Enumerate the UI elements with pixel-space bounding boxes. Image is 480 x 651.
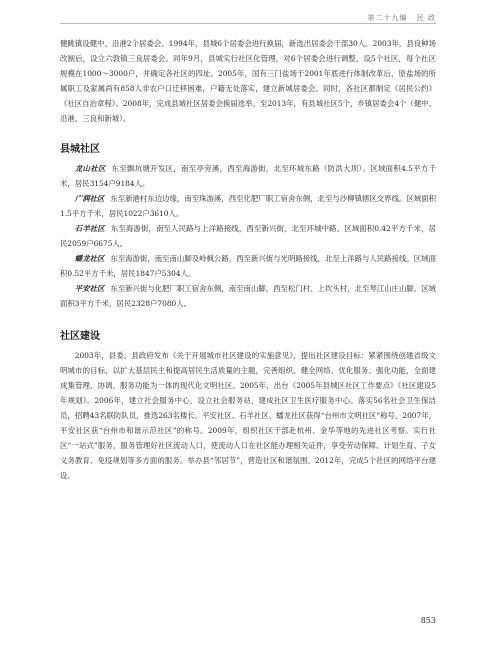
community-name: 广润社区 [74, 194, 105, 203]
page-number: 853 [420, 616, 436, 625]
intro-paragraph: 健跳镇设健中、沿港2个居委会。1994年，县城6个居委会进行换届，新选出居委会干部30人。2003年，县良种场改制后，设立六敦镇三良居委会。同年9月，县城实行社区化管理，对6个居委会进行调整，设5个社区，每个社区规模在1000～3000户，并确定各社区的四址。2005年，国有三门盐场于2001年底进行体制改革后，原盐场的所属职工及家属尚有858人非农户口迁移困难，户籍无处落实，建立新城居委会。同时，各社区都制定《居民公约》《社区自治章程》。2008年，完成县城社区居委会换届选举。至2013年，有县城社区5个，乡镇居委会4个（健中、沿港、三良和新城）。 [60, 39, 436, 123]
community-entry [60, 221, 436, 251]
community-entry [60, 281, 436, 311]
community-description: 东至飘坑塘开发区，南至亭旁溪，西至海游街，北至环城东路（防洪大坝）。区域面积4.5平方千米，居民3154户9184人。 [60, 164, 436, 188]
header-rule [60, 23, 436, 24]
community-description: 东至新兴街与化肥厂职工宿舍东侧，南至南山脚，西至松门村、上坎头村，北至琴江山庄山脚。区域面积3平方千米，居民2328户7080人。 [60, 284, 436, 308]
community-entry [60, 251, 436, 281]
community-description: 东至海游街，南至人民路与上洋路接线，西至新兴街，北至环城中路。区域面积0.42平方千米，居民2059户6675人。 [60, 224, 436, 248]
running-head-section: 民 政 [416, 14, 436, 22]
community-name: 蟠龙社区 [74, 254, 105, 263]
running-head [362, 13, 436, 23]
community-description: 东至新港村东边边缘，南至珠游溪，西至化肥厂职工宿舍东侧，北至与沙柳镇辖区交界线。区域面积1.5平方千米，居民1022户3610人。 [60, 194, 436, 218]
document-page [60, 0, 436, 651]
community-description: 东至海游街，南至南山脚及岭枫公路，西至新兴街与光明路接线，北至上洋路与人民路接线。区域面积0.52平方千米，居民1847户5304人。 [60, 254, 436, 278]
community-name: 龙山社区 [74, 164, 106, 173]
community-entry [60, 191, 436, 221]
running-head-chapter: 第二十九编 [367, 14, 408, 22]
community-entry [60, 161, 436, 191]
section-heading-community-building: 社区建设 [60, 331, 100, 342]
section-heading-county: 县城社区 [60, 144, 100, 155]
community-building-paragraph: 2003年，县委、县政府发布《关于开展城市社区建设的实施意见》，提出社区建设目标：紧紧围绕创建省级文明城市的目标，以扩大基层民主和提高居民生活质量的主题，完善组织、健全网络、优化服务、强化功能，全面建成集管理、协调、服务功能为一体的现代化文明社区。2005年，出台《2005年县城区社区工作要点》《社区建设5年规划》。2006年，建立社会服务中心，设立社会服务站，建成社区卫生医疗服务中心。落实56名社会卫生保洁员，招聘43名联防队员，推选263名楼长。平安社区、石羊社区、蟠龙社区获得“台州市文明社区”称号。2007年，平安社区获“台州市和谐示范社区”的称号。2009年，组织社区干部赴杭州、金华等地的先进社区考察。实行社区“一站式”服务，服务管理好社区流动人口，使流动人口在社区能办理相关证件，享受劳动保障、计划生育、子女义务教育、免疫规划等多方面的服务。举办县“邻居节”，营造社区和谐氛围。2012年，完成5个社区的网络平台建设。 [60, 351, 436, 480]
body-text [60, 36, 436, 483]
community-name: 平安社区 [74, 284, 105, 293]
community-name: 石羊社区 [74, 224, 105, 233]
